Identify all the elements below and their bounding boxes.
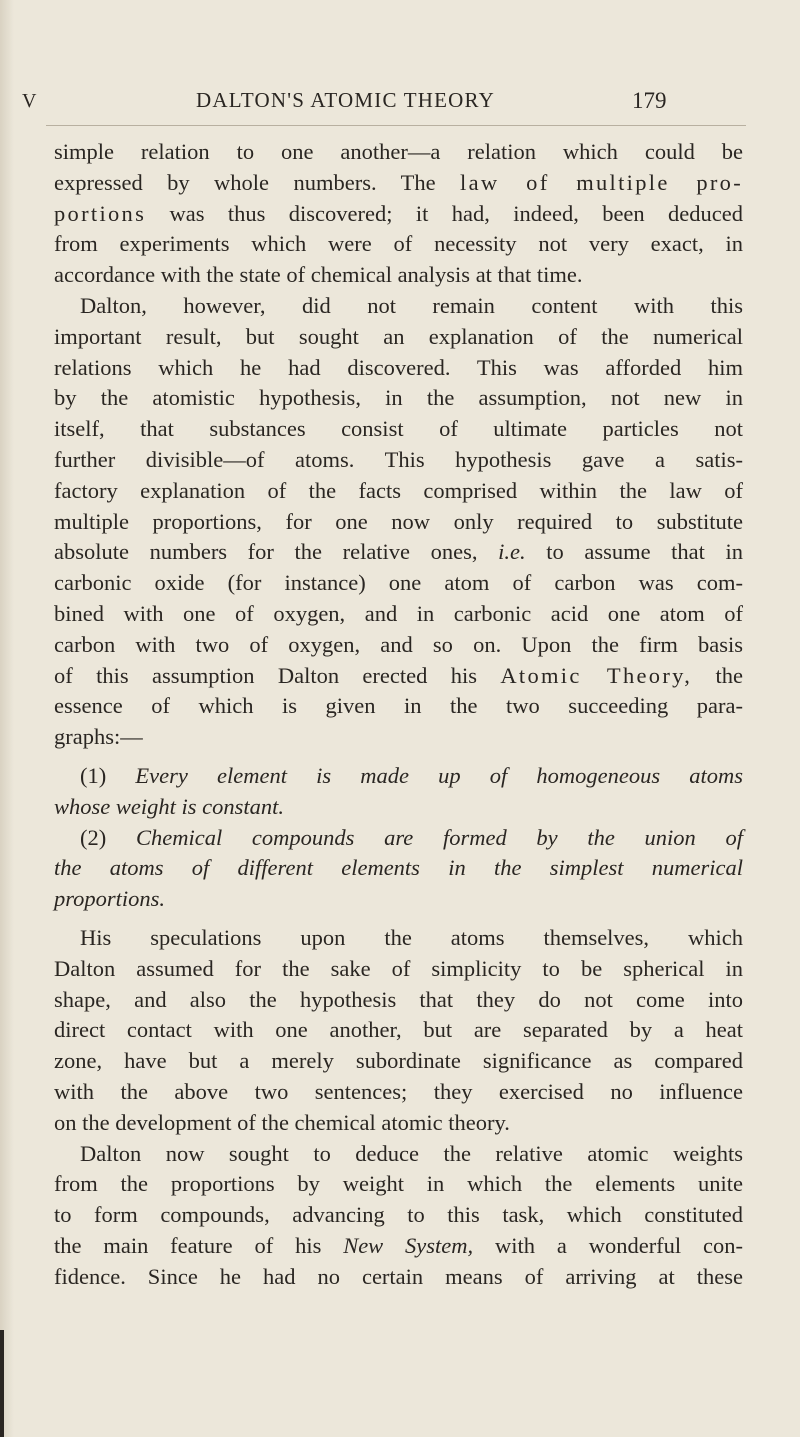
text-line: important result, but sought an explanation of the numerical xyxy=(54,323,743,349)
text-line: simple relation to one another—a relation which could be xyxy=(54,139,743,164)
law-line: (2) Chemical compounds are formed by the union of xyxy=(80,824,744,850)
page-number: 179 xyxy=(632,88,667,113)
law-line: (1) Every element is made up of homogeneous atoms xyxy=(80,762,743,788)
paragraph-gap xyxy=(54,753,743,761)
text-line: from the proportions by weight in which the elements unite xyxy=(54,1171,743,1197)
text-line: factory explanation of the facts comprised within the law of xyxy=(54,477,743,503)
emphasis-spaced: portions xyxy=(54,200,147,226)
text-line: further divisible—of atoms. This hypothesis gave a satis- xyxy=(54,446,743,472)
text-line: portions was thus discovered; it had, indeed, been deduced xyxy=(54,200,743,226)
running-head xyxy=(0,88,800,118)
text-line: carbonic oxide (for instance) one atom of carbon was com- xyxy=(54,570,743,596)
text-line: carbon with two of oxygen, and so on. Upon the firm basis xyxy=(54,631,743,657)
text-line: by the atomistic hypothesis, in the assumption, not new in xyxy=(54,385,743,411)
text-line: relations which he had discovered. This was afforded him xyxy=(54,354,743,380)
text-line: fidence. Since he had no certain means of arriving at these xyxy=(54,1263,743,1289)
text-line: Dalton assumed for the sake of simplicity to be spherical in xyxy=(54,955,743,981)
text-line: multiple proportions, for one now only required to substitute xyxy=(54,508,743,534)
emphasis-spaced: law of multiple pro- xyxy=(460,169,744,195)
text-line: from experiments which were of necessity not very exact, in xyxy=(54,231,743,257)
text-line: on the development of the chemical atomic theory. xyxy=(54,1109,510,1135)
body-text xyxy=(54,137,743,1292)
italic-title: New System, xyxy=(343,1232,474,1258)
italic-abbrev: i.e. xyxy=(498,539,526,565)
text-line: absolute numbers for the relative ones, i.e. to assume that in xyxy=(54,539,744,565)
text-line: of this assumption Dalton erected his Atomic Theory, the xyxy=(54,662,743,688)
text-line: Dalton, however, did not remain content with this xyxy=(80,292,743,318)
page-edge-mark xyxy=(0,1330,4,1437)
text-line: His speculations upon the atoms themselves, which xyxy=(80,924,743,950)
law-line: the atoms of different elements in the simplest numerical xyxy=(54,855,743,881)
text-line: the main feature of his New System, with a wonderful con- xyxy=(54,1232,744,1258)
law-line: proportions. xyxy=(54,886,166,912)
text-line: shape, and also the hypothesis that they do not come into xyxy=(54,986,743,1012)
text-line: to form compounds, advancing to this task, which constituted xyxy=(54,1202,743,1228)
law-number: (1) xyxy=(80,762,107,788)
paragraph-gap xyxy=(54,915,743,923)
text-line: Dalton now sought to deduce the relative atomic weights xyxy=(80,1140,743,1166)
page-gutter-shadow xyxy=(0,0,14,1437)
law-line: whose weight is constant. xyxy=(54,793,284,819)
text-line: with the above two sentences; they exercised no influence xyxy=(54,1078,743,1104)
chapter-number: V xyxy=(22,90,38,112)
running-title: DALTON'S ATOMIC THEORY xyxy=(196,88,495,112)
text-line: essence of which is given in the two succeeding para- xyxy=(54,693,743,719)
text-line: expressed by whole numbers. The law of multiple pro- xyxy=(54,169,744,195)
text-line: zone, have but a merely subordinate significance as compared xyxy=(54,1048,743,1074)
text-line: accordance with the state of chemical analysis at that time. xyxy=(54,262,583,288)
text-line: itself, that substances consist of ultimate particles not xyxy=(54,416,743,442)
law-number: (2) xyxy=(80,824,107,850)
text-line: direct contact with one another, but are separated by a heat xyxy=(54,1017,743,1043)
emphasis-spaced: Atomic Theory, xyxy=(500,662,693,688)
header-rule xyxy=(46,125,746,126)
text-line: bined with one of oxygen, and in carbonic acid one atom of xyxy=(54,600,743,626)
text-line: graphs:— xyxy=(54,724,143,750)
